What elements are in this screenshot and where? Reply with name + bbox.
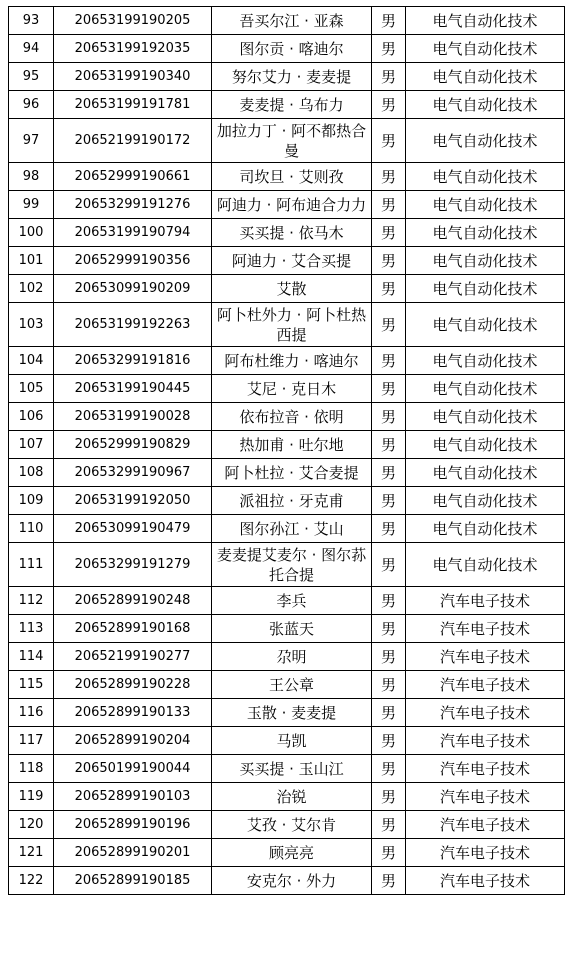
- major: 电气自动化技术: [406, 543, 565, 587]
- row-number: 97: [9, 119, 54, 163]
- gender: 男: [372, 727, 406, 755]
- major: 汽车电子技术: [406, 727, 565, 755]
- gender: 男: [372, 515, 406, 543]
- student-id: 20652899190196: [54, 811, 212, 839]
- major: 电气自动化技术: [406, 119, 565, 163]
- gender: 男: [372, 459, 406, 487]
- student-name: 依布拉音 · 依明: [212, 403, 372, 431]
- table-row: [9, 811, 565, 839]
- gender: 男: [372, 247, 406, 275]
- student-roster-table: [8, 6, 565, 895]
- table-row: [9, 839, 565, 867]
- gender: 男: [372, 643, 406, 671]
- student-id: 20653299190967: [54, 459, 212, 487]
- student-id: 20653199190340: [54, 63, 212, 91]
- table-row: [9, 303, 565, 347]
- table-row: [9, 615, 565, 643]
- student-name: 买买提 · 依马木: [212, 219, 372, 247]
- row-number: 95: [9, 63, 54, 91]
- gender: 男: [372, 811, 406, 839]
- gender: 男: [372, 191, 406, 219]
- row-number: 118: [9, 755, 54, 783]
- student-id: 20652999190356: [54, 247, 212, 275]
- table-row: [9, 91, 565, 119]
- table-row: [9, 487, 565, 515]
- major: 汽车电子技术: [406, 699, 565, 727]
- gender: 男: [372, 347, 406, 375]
- row-number: 100: [9, 219, 54, 247]
- gender: 男: [372, 219, 406, 247]
- table-row: [9, 35, 565, 63]
- table-row: [9, 163, 565, 191]
- table-row: [9, 587, 565, 615]
- gender: 男: [372, 699, 406, 727]
- student-id: 20653199192263: [54, 303, 212, 347]
- major: 汽车电子技术: [406, 755, 565, 783]
- gender: 男: [372, 303, 406, 347]
- table-row: [9, 375, 565, 403]
- major: 电气自动化技术: [406, 515, 565, 543]
- row-number: 117: [9, 727, 54, 755]
- major: 电气自动化技术: [406, 403, 565, 431]
- major: 电气自动化技术: [406, 459, 565, 487]
- gender: 男: [372, 783, 406, 811]
- student-name: 尕明: [212, 643, 372, 671]
- gender: 男: [372, 119, 406, 163]
- row-number: 119: [9, 783, 54, 811]
- table-row: [9, 119, 565, 163]
- gender: 男: [372, 275, 406, 303]
- table-row: [9, 755, 565, 783]
- major: 电气自动化技术: [406, 375, 565, 403]
- row-number: 113: [9, 615, 54, 643]
- student-name: 热加甫 · 吐尔地: [212, 431, 372, 459]
- student-name: 司坎旦 · 艾则孜: [212, 163, 372, 191]
- student-id: 20653199192035: [54, 35, 212, 63]
- student-name: 努尔艾力 · 麦麦提: [212, 63, 372, 91]
- row-number: 103: [9, 303, 54, 347]
- row-number: 108: [9, 459, 54, 487]
- row-number: 115: [9, 671, 54, 699]
- major: 电气自动化技术: [406, 303, 565, 347]
- major: 汽车电子技术: [406, 587, 565, 615]
- major: 汽车电子技术: [406, 783, 565, 811]
- student-id: 20653299191276: [54, 191, 212, 219]
- student-name: 阿卜杜拉 · 艾合麦提: [212, 459, 372, 487]
- student-name: 加拉力丁 · 阿不都热合曼: [212, 119, 372, 163]
- table-row: [9, 515, 565, 543]
- gender: 男: [372, 91, 406, 119]
- row-number: 105: [9, 375, 54, 403]
- gender: 男: [372, 403, 406, 431]
- major: 汽车电子技术: [406, 867, 565, 895]
- row-number: 93: [9, 7, 54, 35]
- gender: 男: [372, 543, 406, 587]
- row-number: 106: [9, 403, 54, 431]
- table-row: [9, 191, 565, 219]
- major: 电气自动化技术: [406, 247, 565, 275]
- major: 电气自动化技术: [406, 219, 565, 247]
- student-name: 麦麦提艾麦尔 · 图尔荪托合提: [212, 543, 372, 587]
- student-id: 20652899190204: [54, 727, 212, 755]
- student-id: 20652999190661: [54, 163, 212, 191]
- row-number: 120: [9, 811, 54, 839]
- student-name: 王公章: [212, 671, 372, 699]
- row-number: 94: [9, 35, 54, 63]
- row-number: 104: [9, 347, 54, 375]
- row-number: 109: [9, 487, 54, 515]
- major: 汽车电子技术: [406, 643, 565, 671]
- student-name: 吾买尔江 · 亚森: [212, 7, 372, 35]
- major: 电气自动化技术: [406, 163, 565, 191]
- major: 汽车电子技术: [406, 839, 565, 867]
- row-number: 110: [9, 515, 54, 543]
- gender: 男: [372, 671, 406, 699]
- table-row: [9, 347, 565, 375]
- table-row: [9, 403, 565, 431]
- student-name: 麦麦提 · 乌布力: [212, 91, 372, 119]
- student-id: 20653199190794: [54, 219, 212, 247]
- student-id: 20653199190028: [54, 403, 212, 431]
- student-name: 艾尼 · 克日木: [212, 375, 372, 403]
- student-id: 20653199190445: [54, 375, 212, 403]
- gender: 男: [372, 867, 406, 895]
- row-number: 116: [9, 699, 54, 727]
- student-name: 李兵: [212, 587, 372, 615]
- gender: 男: [372, 163, 406, 191]
- table-row: [9, 7, 565, 35]
- student-id: 20653099190209: [54, 275, 212, 303]
- student-name: 图尔贡 · 喀迪尔: [212, 35, 372, 63]
- student-name: 玉散 · 麦麦提: [212, 699, 372, 727]
- major: 电气自动化技术: [406, 63, 565, 91]
- table-row: [9, 63, 565, 91]
- student-id: 20652899190133: [54, 699, 212, 727]
- gender: 男: [372, 587, 406, 615]
- table-row: [9, 459, 565, 487]
- student-id: 20652199190172: [54, 119, 212, 163]
- student-name: 安克尔 · 外力: [212, 867, 372, 895]
- student-id: 20653199192050: [54, 487, 212, 515]
- student-name: 艾散: [212, 275, 372, 303]
- student-name: 阿迪力 · 艾合买提: [212, 247, 372, 275]
- row-number: 107: [9, 431, 54, 459]
- major: 电气自动化技术: [406, 275, 565, 303]
- student-name: 艾孜 · 艾尔肯: [212, 811, 372, 839]
- table-row: [9, 543, 565, 587]
- student-id: 20653299191279: [54, 543, 212, 587]
- student-id: 20652899190168: [54, 615, 212, 643]
- table-row: [9, 275, 565, 303]
- row-number: 102: [9, 275, 54, 303]
- table-row: [9, 671, 565, 699]
- row-number: 96: [9, 91, 54, 119]
- student-id: 20652199190277: [54, 643, 212, 671]
- table-row: [9, 699, 565, 727]
- student-name: 阿迪力 · 阿布迪合力力: [212, 191, 372, 219]
- table-row: [9, 727, 565, 755]
- table-row: [9, 867, 565, 895]
- student-id: 20650199190044: [54, 755, 212, 783]
- major: 电气自动化技术: [406, 487, 565, 515]
- row-number: 111: [9, 543, 54, 587]
- student-name: 阿卜杜外力 · 阿卜杜热西提: [212, 303, 372, 347]
- major: 电气自动化技术: [406, 35, 565, 63]
- student-id: 20652899190228: [54, 671, 212, 699]
- row-number: 112: [9, 587, 54, 615]
- row-number: 101: [9, 247, 54, 275]
- major: 电气自动化技术: [406, 191, 565, 219]
- gender: 男: [372, 35, 406, 63]
- student-name: 治锐: [212, 783, 372, 811]
- roster-body: [9, 7, 565, 895]
- gender: 男: [372, 375, 406, 403]
- gender: 男: [372, 487, 406, 515]
- row-number: 121: [9, 839, 54, 867]
- student-id: 20653199191781: [54, 91, 212, 119]
- row-number: 98: [9, 163, 54, 191]
- student-id: 20653099190479: [54, 515, 212, 543]
- row-number: 114: [9, 643, 54, 671]
- gender: 男: [372, 615, 406, 643]
- gender: 男: [372, 431, 406, 459]
- major: 电气自动化技术: [406, 347, 565, 375]
- student-name: 派祖拉 · 牙克甫: [212, 487, 372, 515]
- student-id: 20652999190829: [54, 431, 212, 459]
- major: 汽车电子技术: [406, 811, 565, 839]
- student-id: 20652899190103: [54, 783, 212, 811]
- student-name: 买买提 · 玉山江: [212, 755, 372, 783]
- gender: 男: [372, 755, 406, 783]
- student-id: 20653199190205: [54, 7, 212, 35]
- table-row: [9, 219, 565, 247]
- major: 电气自动化技术: [406, 431, 565, 459]
- row-number: 122: [9, 867, 54, 895]
- major: 电气自动化技术: [406, 91, 565, 119]
- table-row: [9, 247, 565, 275]
- student-id: 20653299191816: [54, 347, 212, 375]
- major: 电气自动化技术: [406, 7, 565, 35]
- student-name: 图尔孙江 · 艾山: [212, 515, 372, 543]
- student-id: 20652899190248: [54, 587, 212, 615]
- gender: 男: [372, 63, 406, 91]
- gender: 男: [372, 839, 406, 867]
- table-row: [9, 431, 565, 459]
- major: 汽车电子技术: [406, 671, 565, 699]
- student-name: 顾亮亮: [212, 839, 372, 867]
- student-id: 20652899190185: [54, 867, 212, 895]
- student-name: 张蓝天: [212, 615, 372, 643]
- row-number: 99: [9, 191, 54, 219]
- major: 汽车电子技术: [406, 615, 565, 643]
- student-name: 阿布杜维力 · 喀迪尔: [212, 347, 372, 375]
- student-name: 马凯: [212, 727, 372, 755]
- gender: 男: [372, 7, 406, 35]
- table-row: [9, 643, 565, 671]
- table-row: [9, 783, 565, 811]
- student-id: 20652899190201: [54, 839, 212, 867]
